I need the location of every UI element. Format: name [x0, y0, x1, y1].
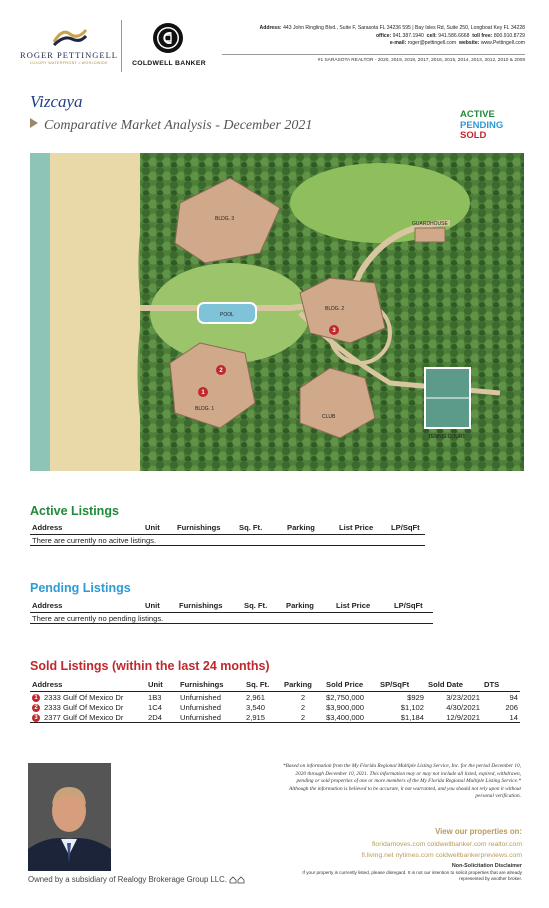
legend-active: ACTIVE — [460, 109, 495, 120]
marker-badge: 3 — [32, 714, 40, 722]
equal-housing-icon — [229, 876, 245, 884]
property-sites — [300, 839, 522, 861]
col-address: Address — [30, 598, 143, 613]
col-furnishings: Furnishings — [177, 598, 242, 613]
mls-disclaimer: *Based on information from the My Florida Regional Multiple Listing Service, Inc. for the period December 10, 2020 through December 10, 2021. This information may or may not include all listed, expired, withdrawn, pending or sold properties of one or more members of the My Florida Regional Multiple Listing Service.* Although the information is believed to be accurate, it not warranted, and you should not rely upon it without personal verification. — [283, 763, 521, 800]
status-legend — [460, 110, 503, 142]
col-address: Address — [30, 677, 146, 692]
brokerage-name: COLDWELL BANKER — [132, 60, 206, 67]
view-properties-heading: View our properties on: — [435, 827, 522, 836]
col-dts: DTS — [482, 677, 520, 692]
col-unit: Unit — [143, 598, 177, 613]
label-bldg1: BLDG. 1 — [195, 406, 215, 412]
col-unit: Unit — [143, 520, 175, 535]
page-title: Vizcaya — [30, 92, 83, 111]
col-sold-price: Sold Price — [324, 677, 378, 692]
table-row — [30, 613, 433, 624]
website-label: website: — [459, 40, 480, 46]
cell-address — [30, 692, 146, 703]
col-unit: Unit — [146, 677, 178, 692]
pending-listings-table — [30, 598, 433, 624]
cell-sp-sqft: $929 — [407, 692, 424, 702]
cell-phone: 941.586.6668 — [438, 32, 470, 39]
office-phone: 941.387.1940 — [392, 32, 424, 39]
cell-sold-price: $3,400,000 — [324, 712, 378, 723]
col-sqft: Sq. Ft. — [242, 598, 284, 613]
table-row — [30, 535, 425, 546]
contact-block — [222, 25, 525, 48]
site-plan-image — [30, 153, 524, 471]
label-bldg3: BLDG. 3 — [215, 216, 235, 222]
cell-parking: 2 — [282, 712, 324, 723]
table-row — [30, 702, 520, 712]
cell-unit: 1B3 — [148, 692, 162, 702]
coldwell-banker-seal-icon — [152, 22, 184, 54]
active-listings-title: Active Listings — [30, 504, 119, 518]
col-lp-sqft: LP/SqFt — [392, 598, 433, 613]
col-parking: Parking — [282, 677, 324, 692]
table-row — [30, 692, 520, 703]
cell-dts: 94 — [509, 692, 518, 702]
active-listings-table — [30, 520, 425, 546]
cell-sold-date: 4/30/2021 — [446, 702, 480, 712]
tollfree-label: toll free: — [472, 32, 493, 39]
table-header-row — [30, 677, 520, 692]
legend-pending: PENDING — [460, 119, 504, 131]
legend-sold: SOLD — [460, 130, 487, 141]
empty-message: There are currently no pending listings. — [30, 613, 433, 624]
header-divider — [121, 20, 122, 72]
table-header-row — [30, 598, 433, 613]
page-subtitle — [30, 118, 312, 134]
owned-text: Owned by a subsidiary of Realogy Brokerage Group LLC. — [28, 875, 227, 884]
cell-furnishings: Unfurnished — [180, 692, 221, 702]
brand-name: ROGER PETTINGELL — [20, 50, 118, 60]
col-furnishings: Furnishings — [175, 520, 237, 535]
cell-parking: 2 — [300, 692, 306, 702]
cell-sp-sqft: $1,102 — [400, 702, 424, 712]
table-row — [30, 712, 520, 723]
cell-address — [30, 712, 146, 723]
cell-sold-price: $3,900,000 — [326, 702, 365, 712]
col-sold-date: Sold Date — [426, 677, 482, 692]
address-text: 2333 Gulf Of Mexico Dr — [44, 692, 124, 702]
cell-dts: 14 — [482, 712, 520, 723]
non-solicitation-title: Non-Solicitation Disclaimer — [451, 863, 522, 869]
col-list-price: List Price — [334, 598, 392, 613]
subtitle-text: Comparative Market Analysis - December 2021 — [44, 118, 313, 133]
office-label: office: — [375, 32, 392, 39]
cell-sqft: 3,540 — [246, 702, 266, 712]
cell-unit: 2D4 — [146, 712, 178, 723]
address-text: 2377 Gulf Of Mexico Dr — [44, 712, 124, 722]
cell-sold-price: $2,750,000 — [326, 692, 365, 702]
label-pool: POOL — [220, 312, 234, 318]
cell-sp-sqft: $1,184 — [378, 712, 426, 723]
pending-listings-title: Pending Listings — [30, 581, 131, 595]
svg-text:2: 2 — [219, 368, 223, 374]
label-bldg2: BLDG. 2 — [325, 306, 345, 312]
cell-sqft: 2,915 — [244, 712, 282, 723]
header-rule — [222, 54, 525, 55]
label-club: CLUB — [322, 414, 336, 420]
website-link[interactable]: www.Pettingell.com — [480, 40, 525, 46]
cell-unit: 1C4 — [148, 702, 162, 712]
empty-message: There are currently no acitve listings. — [30, 535, 425, 546]
cell-sold-date: 3/23/2021 — [446, 692, 480, 702]
marker-badge: 1 — [32, 694, 40, 702]
sites-line-1[interactable]: floridamoves.com coldwellbanker.com realtor.com — [372, 841, 522, 848]
brand-tagline: LUXURY WATERFRONT • WORLDWIDE — [30, 61, 108, 65]
cell-sold-date: 12/9/2021 — [426, 712, 482, 723]
col-sp-sqft: SP/SqFt — [378, 677, 426, 692]
cell-dts: 206 — [505, 702, 518, 712]
svg-text:1: 1 — [201, 390, 205, 396]
cell-label: cell: — [426, 32, 437, 39]
col-sqft: Sq. Ft. — [237, 520, 285, 535]
agent-photo — [28, 763, 111, 871]
cell-furnishings: Unfurnished — [178, 712, 244, 723]
coldwell-banker-logo — [126, 20, 212, 74]
cell-furnishings: Unfurnished — [180, 702, 221, 712]
tollfree-phone: 800.910.8729 — [493, 32, 525, 39]
wave-icon — [52, 24, 88, 46]
marker-badge: 2 — [32, 704, 40, 712]
col-furnishings: Furnishings — [178, 677, 244, 692]
office-address: 443 John Ringling Blvd., Suite F, Sarasota FL 34236 595 | Bay Isles Rd, Suite 250, Longboat Key FL 34228 — [283, 25, 525, 31]
col-sqft: Sq. Ft. — [244, 677, 282, 692]
col-list-price: List Price — [337, 520, 389, 535]
email-link[interactable]: roger@pettingell.com — [407, 40, 457, 46]
label-guardhouse: GUARDHOUSE — [412, 221, 448, 227]
roger-pettingell-logo — [20, 22, 118, 72]
col-parking: Parking — [285, 520, 337, 535]
email-label: e-mail: — [389, 40, 407, 46]
cell-sqft: 2,961 — [246, 692, 266, 702]
owned-by-line — [28, 875, 245, 884]
svg-text:3: 3 — [332, 328, 336, 334]
sold-listings-title: Sold Listings (within the last 24 months) — [30, 659, 270, 673]
sites-line-2[interactable]: fl.living.net nytimes.com coldwellbankerpreviews.com — [361, 852, 522, 859]
award-line: #1 SARASOTA REALTOR - 2020, 2019, 2018, 2017, 2016, 2015, 2014, 2013, 2012, 2010 & 2008 — [317, 58, 525, 63]
label-tennis: TENNIS COURT — [428, 434, 466, 440]
col-address: Address — [30, 520, 143, 535]
address-label: Address: — [259, 25, 282, 31]
sold-listings-table — [30, 677, 520, 723]
cell-parking: 2 — [300, 702, 306, 712]
cell-address — [30, 702, 146, 712]
triangle-bullet-icon — [30, 118, 38, 128]
non-solicitation-text: If your property is currently listed, please disregard. It is not our intention to solicit properties that are already represented by another broker. — [302, 870, 522, 882]
table-header-row — [30, 520, 425, 535]
col-lp-sqft: LP/SqFt — [389, 520, 425, 535]
address-text: 2333 Gulf Of Mexico Dr — [44, 702, 124, 712]
col-parking: Parking — [284, 598, 334, 613]
